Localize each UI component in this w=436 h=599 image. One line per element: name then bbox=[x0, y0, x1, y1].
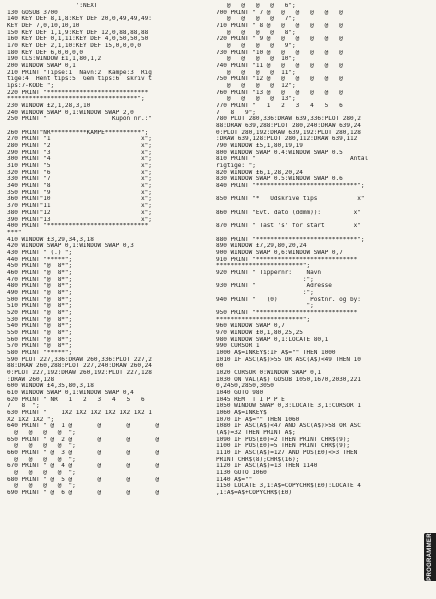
code-line: 1080 IF ASC(A$)<47 AND ASC(A$)>58 OR ASC bbox=[216, 423, 361, 430]
code-line: 930 PRINT " Adresse bbox=[216, 283, 332, 290]
code-line: 150 KEY DEF 1,1,9:KEY DEF 12,0,88,88,88 bbox=[7, 29, 149, 36]
code-line: 760 PRINT "13 @ @ @ @ @ @ bbox=[216, 89, 343, 96]
code-line: 630 PRINT " 1X2 1X2 1X2 1X2 1X2 1X2 1 bbox=[7, 409, 152, 416]
code-line: 820 WINDOW £6,1,28,20,24 bbox=[216, 169, 303, 176]
code-line: 88:DRAW 260,288:PLOT 227,240:DRAW 260,24 bbox=[7, 363, 152, 370]
code-line: 220 PRINT "**************************** bbox=[7, 89, 149, 96]
listing-left-column bbox=[7, 3, 213, 497]
code-line: 430 PRINT " (.) "; bbox=[7, 249, 73, 256]
code-line: 480 PRINT "@ 8*"; bbox=[7, 283, 73, 290]
code-line: 780 PLOT 280,336:DRAW 639,336:PLOT 280,2 bbox=[216, 116, 361, 123]
code-line: 390 PRINT"13 x"; bbox=[7, 216, 152, 223]
code-line: 720 PRINT " 9 @ @ @ @ @ @ bbox=[216, 36, 343, 43]
code-line: 330 PRINT "7 x"; bbox=[7, 176, 152, 183]
code-line: @ @ @ @ 6"; bbox=[216, 3, 296, 9]
code-line: 590 PLOT 227,336:DRAW 260,336:PLOT 227,2 bbox=[7, 356, 152, 363]
code-line bbox=[216, 203, 424, 210]
code-line: 7 8 "; bbox=[7, 403, 40, 410]
code-line: 670 PRINT " @ 4 @ @ @ @ bbox=[7, 463, 160, 470]
code-line: 1110 IF ASC(A$)=127 AND POS(£0)<>3 THEN bbox=[216, 450, 358, 457]
code-line bbox=[216, 217, 424, 224]
code-line: :"; bbox=[216, 276, 314, 283]
code-line: 950 PRINT "**************************** bbox=[216, 309, 358, 316]
code-line: 510 PRINT "@ 8*"; bbox=[7, 303, 73, 310]
code-line: @ @ @ @ 10"; bbox=[216, 56, 296, 63]
listing-right-column bbox=[216, 3, 424, 497]
code-line: 300 PRINT "4 x"; bbox=[7, 156, 152, 163]
code-line: 800 WINDOW SWAP 0.4:WINDOW SWAP 0.5 bbox=[216, 149, 343, 156]
code-line: 470 PRINT "@ 8*"; bbox=[7, 276, 73, 283]
code-line: 1020 CURSOR 0:WINDOW SWAP 0,1 bbox=[216, 369, 321, 376]
code-line: ************************"; bbox=[216, 263, 311, 270]
code-line: 460 PRINT "@ 8*"; bbox=[7, 269, 73, 276]
code-line: 1100 IF POS(£0)=5 THEN PRINT CHR$(9); bbox=[216, 443, 350, 450]
code-line: 640 PRINT " @ 1 @ @ @ @ bbox=[7, 423, 160, 430]
code-line: @ @ @ @ "; bbox=[7, 443, 76, 450]
section-side-tab bbox=[424, 533, 436, 581]
code-line: 530 PRINT "@ 8*"; bbox=[7, 316, 73, 323]
code-line: 610 WINDOW SWAP 0,1:WINDOW SWAP 0,4 bbox=[7, 389, 134, 396]
code-line: 860 PRINT "Evt. dato (ddmm)): x" bbox=[216, 209, 361, 216]
code-line: 990 CURSOR 1 bbox=[216, 343, 260, 350]
code-line: 740 PRINT "11 @ @ @ @ @ @ bbox=[216, 63, 343, 70]
code-line: ,1:A$=A$+COPYCHR$(£0) bbox=[216, 490, 293, 497]
code-line: 410 WINDOW £3,29,34,3,18 bbox=[7, 236, 94, 243]
code-line: @ @ @ @ "; bbox=[7, 483, 76, 490]
code-line: 920 PRINT " Tippernr: Navn bbox=[216, 269, 321, 276]
code-line: 240 WINDOW SWAP 0,1:WINDOW SWAP 2,0 bbox=[7, 109, 134, 116]
code-line: 1000 A$=INKEY$:IF A$="" THEN 1000 bbox=[216, 349, 336, 356]
code-line: 750 PRINT "12 @ @ @ @ @ @ bbox=[216, 76, 343, 83]
code-line: 130 GOSUB 3700 bbox=[7, 9, 58, 16]
code-line: ':NEXT bbox=[7, 3, 98, 9]
code-line: 520 PRINT "@ 8*"; bbox=[7, 309, 73, 316]
code-line: 200 WINDOW SWAP 0,1 bbox=[7, 63, 76, 70]
code-line: 560 PRINT "@ 8*"; bbox=[7, 336, 73, 343]
code-line: rigtige: "; bbox=[216, 163, 256, 170]
code-line: 580 PRINT "*****"; bbox=[7, 349, 73, 356]
code-line: 0:PLOT 227,192:DRAW 260,192:PLOT 227,128 bbox=[7, 369, 152, 376]
code-line bbox=[216, 230, 424, 237]
code-line: 910 PRINT "**************************** bbox=[216, 256, 358, 263]
code-line: 940 PRINT " (0) Postnr. og by: bbox=[216, 296, 361, 303]
code-line: 210 PRINT "Tipse:1 Navn:2 Kampe:3 Rig bbox=[7, 69, 152, 76]
code-line: 880 PRINT "****************************"; bbox=[216, 236, 365, 243]
code-line bbox=[7, 123, 213, 130]
code-line: @ @ @ @ "; bbox=[7, 470, 76, 477]
code-line: (A$)=32 THEN PRINT A$; bbox=[216, 430, 296, 436]
code-line: @ @ @ @ 8"; bbox=[216, 29, 296, 36]
code-line: 550 PRINT "@ 8*"; bbox=[7, 329, 73, 336]
code-line: @ @ @ @ 12"; bbox=[216, 83, 296, 90]
code-line: 960 WINDOW SWAP 0,7 bbox=[216, 323, 285, 330]
code-line: 810 PRINT " Antal bbox=[216, 156, 369, 163]
code-line: 690 PRINT " @ 6 @ @ @ @ bbox=[7, 490, 160, 497]
code-line: 1130 GOTO 1060 bbox=[216, 470, 267, 477]
code-line: 1150 LOCATE 3,1:A$=COPYCHR$(£0):LOCATE 4 bbox=[216, 483, 361, 490]
code-line: 170 KEY DEF 2,1,10:KEY DEF 15,0,0,0,0 bbox=[7, 43, 141, 50]
code-line: @ @ @ @ "; bbox=[7, 430, 76, 436]
code-line: 1090 IF POS(£0)=2 THEN PRINT CHR$(9); bbox=[216, 436, 350, 443]
code-line: 00 bbox=[216, 363, 224, 370]
code-line: 1045 REM T I P P E bbox=[216, 396, 285, 403]
code-line: 680 PRINT " @ 5 @ @ @ @ bbox=[7, 476, 160, 483]
code-line: 400 PRINT "**************************** bbox=[7, 223, 149, 230]
code-line: 320 PRINT "6 x"; bbox=[7, 169, 152, 176]
code-line: 88:DRAW 639,288:PLOT 280,240:DRAW 639,24 bbox=[216, 123, 361, 130]
code-line: 490 PRINT "@ 8*"; bbox=[7, 289, 73, 296]
code-line: 730 PRINT "10 @ @ @ @ @ @ bbox=[216, 49, 343, 56]
code-line: 190 CLS:WINDOW £1,1,80,1,2 bbox=[7, 56, 102, 63]
code-line: 140 KEY DEF 8,1,8:KEY DEF 20,0,49,49,49: bbox=[7, 16, 152, 23]
code-line: ***" bbox=[7, 229, 22, 236]
code-line: 290 PRINT "3 x"; bbox=[7, 149, 152, 156]
code-line: @ @ @ @ 7"; bbox=[216, 16, 296, 23]
code-line: 0:PLOT 280,192:DRAW 639,192:PLOT 280,128 bbox=[216, 129, 361, 136]
code-line: 1010 IF ASC(A$)>55 OR ASC(A$)<49 THEN 10 bbox=[216, 356, 361, 363]
code-line: 260 PRINT"NR**********KAMPE**********"; bbox=[7, 129, 149, 136]
code-line: @ @ @ @ 11"; bbox=[216, 69, 296, 76]
code-line: @ @ @ @ "; bbox=[7, 456, 76, 463]
code-line: :"; bbox=[216, 289, 314, 296]
code-line: 1120 IF ASC(A$)=13 THEN 1140 bbox=[216, 463, 318, 470]
code-line: 850 PRINT "* Udskrive tips x" bbox=[216, 196, 365, 203]
code-line: 340 PRINT "8 x"; bbox=[7, 183, 152, 190]
code-line: 830 WINDOW SWAP 0.5:WINDOW SWAP 0.6 bbox=[216, 176, 343, 183]
code-line: @ @ @ @ 9"; bbox=[216, 43, 296, 50]
code-line: 600 WINDOW £4,35,80,3,18 bbox=[7, 383, 94, 390]
code-line: @ @ @ @ 13"; bbox=[216, 96, 296, 103]
code-line: 500 PRINT "@ 8*"; bbox=[7, 296, 73, 303]
code-line: ************************************"; bbox=[7, 96, 145, 103]
code-line: 1140 A$="" bbox=[216, 476, 253, 483]
code-line: X2 1X2 1X2 "; bbox=[7, 416, 55, 423]
code-line: 160 KEY DEF 0,1,11:KEY DEF 4,0,50,50,50 bbox=[7, 36, 149, 43]
code-line: 440 PRINT "*****"; bbox=[7, 256, 73, 263]
code-line: 650 PRINT " @ 2 @ @ @ @ bbox=[7, 436, 160, 443]
code-line: 1060 A$=INKEY$ bbox=[216, 409, 267, 416]
code-line: 450 PRINT "@ 8*"; bbox=[7, 263, 73, 270]
code-line: "; bbox=[216, 303, 314, 310]
code-line: 0,2450,2850,3050 bbox=[216, 383, 274, 390]
code-line: 280 PRINT "2 x"; bbox=[7, 143, 152, 150]
code-line: :DRAW 639,128:PLOT 280,112:DRAW 639,112 bbox=[216, 136, 358, 143]
code-line: PRINT CHR$(8);CHR$(16); bbox=[216, 456, 300, 463]
code-line: 620 PRINT " NR 1 2 3 4 5 6 bbox=[7, 396, 145, 403]
code-line: 700 PRINT " 7 @ @ @ @ @ @ bbox=[216, 9, 343, 16]
code-line: 1050 WINDOW SWAP 0,3:LOCATE 3,1:CURSOR 1 bbox=[216, 403, 361, 410]
code-line: 900 WINDOW SWAP 0,6:WINDOW SWAP 0,7 bbox=[216, 249, 343, 256]
code-line: 310 PRINT "5 x"; bbox=[7, 163, 152, 170]
code-line bbox=[216, 190, 424, 197]
code-line: 270 PRINT "1 x"; bbox=[7, 136, 152, 143]
code-line: tige:4 Hent tips:5 Gem tips:6 skriv t bbox=[7, 76, 152, 83]
code-line: 250 PRINT " Kupon nr.:" bbox=[7, 116, 152, 123]
code-line: 1030 ON VAL(A$) GOSUB 1050,1670,2030,221 bbox=[216, 376, 361, 383]
code-line: ips:7-KODE "; bbox=[7, 83, 55, 90]
code-line: 380 PRINT"12 x"; bbox=[7, 209, 152, 216]
code-line: 770 PRINT " 1 2 3 4 5 6 bbox=[216, 103, 343, 110]
code-line: 180 KEY DEF 6,0,0,0,0 bbox=[7, 49, 84, 56]
code-line: 230 WINDOW £2,1,28,3,10 bbox=[7, 103, 91, 110]
code-line: ************************"; bbox=[216, 316, 311, 323]
code-line: 890 WINDOW £7,29,80,20,24 bbox=[216, 243, 307, 250]
code-line: 7 8 9"; bbox=[216, 109, 256, 116]
code-line: 870 PRINT " Tast 's' for start x" bbox=[216, 223, 361, 230]
code-line: 710 PRINT " 8 @ @ @ @ @ @ bbox=[216, 23, 343, 30]
code-line: 420 WINDOW SWAP 0,1:WINDOW SWAP 0,3 bbox=[7, 243, 134, 250]
code-line: 370 PRINT"11 x"; bbox=[7, 203, 152, 210]
code-line: :DRAW 260,128 bbox=[7, 376, 55, 383]
code-line: 570 PRINT "@ 8*"; bbox=[7, 343, 73, 350]
code-line: 360 PRINT"10 x"; bbox=[7, 196, 152, 203]
code-line: 660 PRINT " @ 3 @ @ @ @ bbox=[7, 450, 160, 457]
code-line: 1070 IF A$="" THEN 1060 bbox=[216, 416, 300, 423]
code-line: KEY DEF 7,0,10,10,10 bbox=[7, 23, 80, 30]
code-line: 1040 GOTO 980 bbox=[216, 389, 264, 396]
code-line: 790 WINDOW £5,1,80,19,19 bbox=[216, 143, 303, 150]
code-line: 840 PRINT "****************************"; bbox=[216, 183, 365, 190]
code-line: 980 WINDOW SWAP 0,1:LOCATE 80,1 bbox=[216, 336, 329, 343]
code-line: 970 WINDOW £0,1,80,25,25 bbox=[216, 329, 303, 336]
code-line: 350 PRINT "9 x"; bbox=[7, 189, 152, 196]
code-line: 540 PRINT "@ 8*"; bbox=[7, 323, 73, 330]
side-tab-label: PROGRAMMER bbox=[427, 533, 434, 581]
